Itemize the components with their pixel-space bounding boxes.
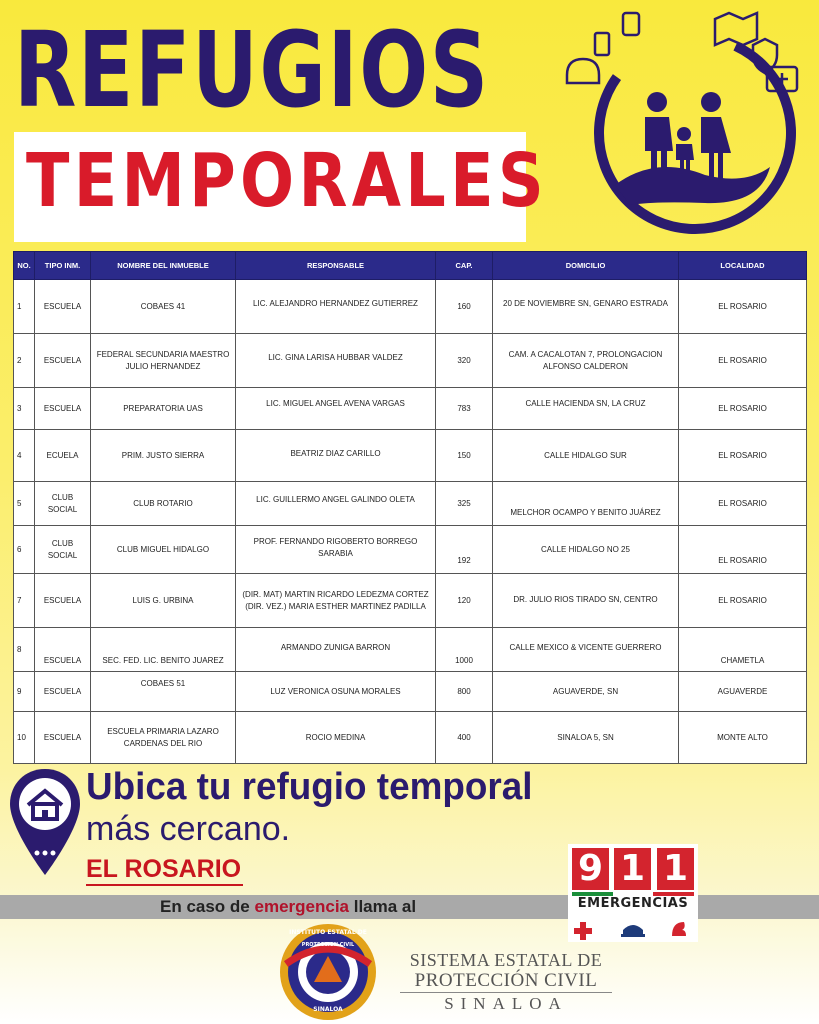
- table-row: [14, 482, 807, 526]
- cell-responsable: LIC. MIGUEL ANGEL AVENA VARGAS: [236, 388, 436, 430]
- cell-domicilio: CAM. A CACALOTAN 7, PROLONGACION ALFONSO CALDERON: [493, 334, 679, 388]
- cell-no: 4: [14, 430, 35, 482]
- cell-no: 2: [14, 334, 35, 388]
- emergency-911-badge: [568, 844, 698, 942]
- cell-no: 7: [14, 574, 35, 628]
- cell-nombre: PREPARATORIA UAS: [91, 388, 236, 430]
- emergency-text: [160, 895, 416, 919]
- title-temporales: TEMPORALES: [26, 138, 549, 224]
- cell-responsable: LIC. GINA LARISA HUBBAR VALDEZ: [236, 334, 436, 388]
- col-header-nombre: NOMBRE DEL INMUEBLE: [91, 252, 236, 280]
- cell-localidad: EL ROSARIO: [679, 574, 807, 628]
- cell-domicilio: 20 DE NOVIEMBRE SN, GENARO ESTRADA: [493, 280, 679, 334]
- cell-nombre: COBAES 51: [91, 672, 236, 712]
- table-row: [14, 574, 807, 628]
- emergency-services-icons: [568, 916, 698, 942]
- cell-domicilio: AGUAVERDE, SN: [493, 672, 679, 712]
- title-refugios: REFUGIOS: [14, 9, 490, 131]
- col-header-tipo: TIPO INM.: [35, 252, 91, 280]
- cell-localidad: AGUAVERDE: [679, 672, 807, 712]
- table-row: [14, 526, 807, 574]
- seal-top-text: INSTITUTO ESTATAL DE: [289, 929, 367, 936]
- cell-domicilio: DR. JULIO RIOS TIRADO SN, CENTRO: [493, 574, 679, 628]
- table-row: [14, 430, 807, 482]
- col-header-localidad: LOCALIDAD: [679, 252, 807, 280]
- cell-responsable: (DIR. MAT) MARTIN RICARDO LEDEZMA CORTEZ (DIR. VEZ.) MARIA ESTHER MARTINEZ PADILLA: [236, 574, 436, 628]
- locality-label: EL ROSARIO: [86, 854, 243, 886]
- cell-nombre: PRIM. JUSTO SIERRA: [91, 430, 236, 482]
- cell-tipo: ESCUELA: [35, 628, 91, 672]
- location-pin-house-icon: [8, 767, 82, 879]
- cell-no: 6: [14, 526, 35, 574]
- cell-cap: 1000: [436, 628, 493, 672]
- cell-localidad: CHAMETLA: [679, 628, 807, 672]
- cell-responsable: PROF. FERNANDO RIGOBERTO BORREGO SARABIA: [236, 526, 436, 574]
- table-row: [14, 712, 807, 764]
- cell-localidad: EL ROSARIO: [679, 482, 807, 526]
- cell-cap: 120: [436, 574, 493, 628]
- emergency-text-after: llama al: [353, 897, 417, 916]
- table-row: [14, 388, 807, 430]
- cell-tipo: ESCUELA: [35, 388, 91, 430]
- cell-domicilio: CALLE HACIENDA SN, LA CRUZ: [493, 388, 679, 430]
- cell-no: 5: [14, 482, 35, 526]
- table-row: [14, 334, 807, 388]
- cell-tipo: ESCUELA: [35, 574, 91, 628]
- cell-nombre: CLUB ROTARIO: [91, 482, 236, 526]
- cell-domicilio: CALLE HIDALGO SUR: [493, 430, 679, 482]
- cell-nombre: SEC. FED. LIC. BENITO JUAREZ: [91, 628, 236, 672]
- cell-localidad: EL ROSARIO: [679, 334, 807, 388]
- cell-cap: 783: [436, 388, 493, 430]
- cell-domicilio: CALLE MEXICO & VICENTE GUERRERO: [493, 628, 679, 672]
- proteccion-civil-seal-icon: [278, 922, 378, 1022]
- cell-nombre: ESCUELA PRIMARIA LAZARO CARDENAS DEL RIO: [91, 712, 236, 764]
- cell-cap: 160: [436, 280, 493, 334]
- cell-cap: 192: [436, 526, 493, 574]
- cell-tipo: ECUELA: [35, 430, 91, 482]
- cell-cap: 325: [436, 482, 493, 526]
- table-row: [14, 280, 807, 334]
- cta-line2: más cercano.: [86, 810, 291, 848]
- cell-localidad: EL ROSARIO: [679, 526, 807, 574]
- family-in-hand-icon: [555, 5, 815, 245]
- cell-nombre: CLUB MIGUEL HIDALGO: [91, 526, 236, 574]
- col-header-cap: CAP.: [436, 252, 493, 280]
- cell-tipo: ESCUELA: [35, 280, 91, 334]
- cell-cap: 800: [436, 672, 493, 712]
- cell-cap: 400: [436, 712, 493, 764]
- cell-localidad: EL ROSARIO: [679, 430, 807, 482]
- cell-cap: 320: [436, 334, 493, 388]
- cell-no: 8: [14, 628, 35, 672]
- cell-localidad: EL ROSARIO: [679, 388, 807, 430]
- cell-localidad: EL ROSARIO: [679, 280, 807, 334]
- cell-domicilio: CALLE HIDALGO NO 25: [493, 526, 679, 574]
- emergency-text-highlight: emergencia: [254, 897, 349, 916]
- emergency-text-before: En caso de: [160, 897, 250, 916]
- emergencias-label: EMERGENCIAS: [577, 896, 689, 911]
- cell-responsable: LUZ VERONICA OSUNA MORALES: [236, 672, 436, 712]
- cell-no: 1: [14, 280, 35, 334]
- cell-tipo: CLUB SOCIAL: [35, 482, 91, 526]
- cell-nombre: LUIS G. URBINA: [91, 574, 236, 628]
- digit-1b: 1: [657, 848, 694, 890]
- org-name: [400, 950, 612, 1015]
- cell-tipo: ESCUELA: [35, 672, 91, 712]
- org-line2: PROTECCIÓN CIVIL: [414, 970, 598, 991]
- cell-domicilio: MELCHOR OCAMPO Y BENITO JUÁREZ: [493, 482, 679, 526]
- col-header-responsable: RESPONSABLE: [236, 252, 436, 280]
- cell-domicilio: SINALOA 5, SN: [493, 712, 679, 764]
- shelters-table: [13, 251, 806, 764]
- seal-bottom-text: SINALOA: [313, 1006, 343, 1013]
- cell-nombre: COBAES 41: [91, 280, 236, 334]
- cell-responsable: LIC. ALEJANDRO HERNANDEZ GUTIERREZ: [236, 280, 436, 334]
- col-header-no: NO.: [14, 252, 35, 280]
- cell-nombre: FEDERAL SECUNDARIA MAESTRO JULIO HERNANDEZ: [91, 334, 236, 388]
- cell-cap: 150: [436, 430, 493, 482]
- cell-responsable: BEATRIZ DIAZ CARILLO: [236, 430, 436, 482]
- cell-localidad: MONTE ALTO: [679, 712, 807, 764]
- table-row: [14, 628, 807, 672]
- digit-9: 9: [572, 848, 609, 890]
- cell-no: 9: [14, 672, 35, 712]
- cell-no: 10: [14, 712, 35, 764]
- table-row: [14, 672, 807, 712]
- seal-middle-text: PROTECCION CIVIL: [301, 942, 355, 948]
- cell-responsable: ARMANDO ZUNIGA BARRON: [236, 628, 436, 672]
- cell-responsable: ROCIO MEDINA: [236, 712, 436, 764]
- cell-tipo: CLUB SOCIAL: [35, 526, 91, 574]
- col-header-domicilio: DOMICILIO: [493, 252, 679, 280]
- org-line1: SISTEMA ESTATAL DE: [409, 950, 603, 970]
- cell-no: 3: [14, 388, 35, 430]
- digit-1: 1: [614, 848, 651, 890]
- cell-responsable: LIC. GUILLERMO ANGEL GALINDO OLETA: [236, 482, 436, 526]
- cta-line1: Ubica tu refugio temporal: [86, 766, 533, 808]
- cell-tipo: ESCUELA: [35, 712, 91, 764]
- table-header-row: [14, 252, 807, 280]
- org-line3: SINALOA: [400, 992, 612, 1015]
- cell-tipo: ESCUELA: [35, 334, 91, 388]
